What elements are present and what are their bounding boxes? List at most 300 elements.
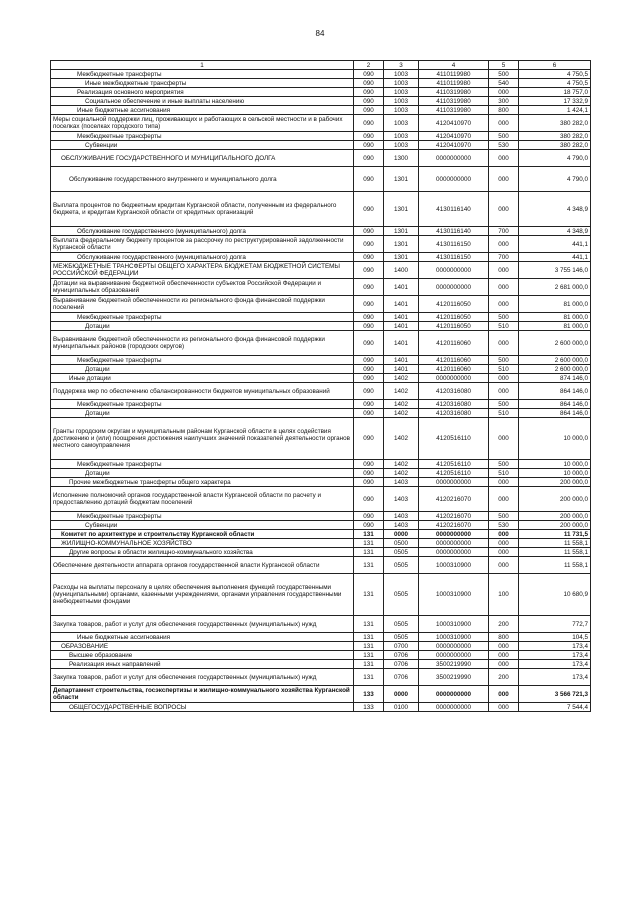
row-admin-code: 090: [354, 409, 384, 418]
table-row: [51, 167, 591, 192]
row-target-article: 0000000000: [419, 478, 489, 487]
budget-table: [50, 60, 591, 712]
row-amount: 2 600 000,0: [519, 356, 591, 365]
table-row: [51, 106, 591, 115]
row-admin-code: 090: [354, 192, 384, 227]
row-amount: 3 755 146,0: [519, 262, 591, 279]
row-admin-code: 090: [354, 150, 384, 167]
row-admin-code: 090: [354, 374, 384, 383]
table-row: [51, 262, 591, 279]
row-section-code: 0000: [384, 686, 419, 703]
row-target-article: 4120316080: [419, 409, 489, 418]
row-amount: 200 000,0: [519, 478, 591, 487]
table-row: [51, 557, 591, 574]
row-amount: 200 000,0: [519, 512, 591, 521]
table-row: [51, 539, 591, 548]
table-row: [51, 548, 591, 557]
table-row: [51, 141, 591, 150]
row-section-code: 0505: [384, 633, 419, 642]
row-expense-type: 300: [489, 97, 519, 106]
row-expense-type: 510: [489, 322, 519, 331]
row-amount: 4 348,9: [519, 227, 591, 236]
row-name: Межбюджетные трансферты: [51, 313, 354, 322]
row-target-article: 4130116150: [419, 253, 489, 262]
row-target-article: 0000000000: [419, 686, 489, 703]
row-name: Выплата федеральному бюджету процентов за рассрочку по реструктурированной задолженности Курганской области: [51, 236, 354, 253]
row-name: Закупка товаров, работ и услуг для обеспечения государственных (муниципальных) нужд: [51, 616, 354, 633]
row-expense-type: 800: [489, 633, 519, 642]
row-section-code: 1003: [384, 132, 419, 141]
table-row: [51, 642, 591, 651]
row-name: Другие вопросы в области жилищно-коммунального хозяйства: [51, 548, 354, 557]
row-amount: 380 282,0: [519, 115, 591, 132]
row-target-article: 4110319980: [419, 88, 489, 97]
row-target-article: 0000000000: [419, 703, 489, 712]
table-row: [51, 400, 591, 409]
table-header-row: [51, 61, 591, 70]
row-expense-type: 000: [489, 383, 519, 400]
row-admin-code: 090: [354, 253, 384, 262]
row-section-code: 1402: [384, 460, 419, 469]
row-amount: 4 348,9: [519, 192, 591, 227]
row-section-code: 1402: [384, 409, 419, 418]
row-section-code: 1403: [384, 487, 419, 512]
row-section-code: 1402: [384, 418, 419, 460]
row-admin-code: 090: [354, 460, 384, 469]
row-amount: 81 000,0: [519, 313, 591, 322]
table-row: [51, 97, 591, 106]
table-row: [51, 669, 591, 686]
row-name: Реализация основного мероприятия: [51, 88, 354, 97]
row-amount: 864 146,0: [519, 400, 591, 409]
row-expense-type: 000: [489, 115, 519, 132]
row-target-article: 1000310900: [419, 557, 489, 574]
row-amount: 2 600 000,0: [519, 331, 591, 356]
row-name: Выравнивание бюджетной обеспеченности из регионального фонда финансовой поддержки муниципальных районов (городских округов): [51, 331, 354, 356]
row-amount: 3 566 721,3: [519, 686, 591, 703]
row-expense-type: 000: [489, 418, 519, 460]
row-admin-code: 090: [354, 356, 384, 365]
table-row: [51, 418, 591, 460]
row-admin-code: 090: [354, 97, 384, 106]
row-section-code: 1403: [384, 478, 419, 487]
row-admin-code: 090: [354, 88, 384, 97]
row-expense-type: 000: [489, 192, 519, 227]
table-row: [51, 313, 591, 322]
row-section-code: 1401: [384, 322, 419, 331]
row-name: Дотации: [51, 365, 354, 374]
row-name: Иные бюджетные ассигнования: [51, 633, 354, 642]
row-expense-type: 500: [489, 400, 519, 409]
row-admin-code: 090: [354, 70, 384, 79]
row-admin-code: 090: [354, 487, 384, 512]
row-admin-code: 090: [354, 331, 384, 356]
row-expense-type: 000: [489, 150, 519, 167]
row-admin-code: 090: [354, 79, 384, 88]
row-name: Дотации: [51, 409, 354, 418]
row-target-article: 1000310900: [419, 616, 489, 633]
row-name: Закупка товаров, работ и услуг для обеспечения государственных (муниципальных) нужд: [51, 669, 354, 686]
row-target-article: 4110319980: [419, 97, 489, 106]
row-admin-code: 090: [354, 227, 384, 236]
row-name: Исполнение полномочий органов государственной власти Курганской области по расчету и предоставлению дотаций бюджетам поселений: [51, 487, 354, 512]
row-admin-code: 133: [354, 703, 384, 712]
row-amount: 1 424,1: [519, 106, 591, 115]
row-section-code: 1003: [384, 88, 419, 97]
row-name: Дотации: [51, 469, 354, 478]
row-expense-type: 530: [489, 141, 519, 150]
row-section-code: 1400: [384, 262, 419, 279]
row-name: Меры социальной поддержки лиц, проживающих и работающих в сельской местности и в рабочих поселках (поселках городского типа): [51, 115, 354, 132]
row-admin-code: 131: [354, 557, 384, 574]
row-expense-type: 000: [489, 279, 519, 296]
row-amount: 200 000,0: [519, 487, 591, 512]
column-number-5: 5: [489, 61, 519, 70]
row-admin-code: 090: [354, 132, 384, 141]
row-section-code: 0100: [384, 703, 419, 712]
row-amount: 81 000,0: [519, 296, 591, 313]
table-row: [51, 487, 591, 512]
row-expense-type: 500: [489, 132, 519, 141]
row-target-article: 3500219990: [419, 660, 489, 669]
row-admin-code: 090: [354, 469, 384, 478]
row-expense-type: 530: [489, 521, 519, 530]
row-admin-code: 090: [354, 141, 384, 150]
row-admin-code: 090: [354, 512, 384, 521]
row-target-article: 4120116060: [419, 356, 489, 365]
row-expense-type: 700: [489, 227, 519, 236]
row-expense-type: 200: [489, 616, 519, 633]
row-expense-type: 000: [489, 478, 519, 487]
table-row: [51, 383, 591, 400]
column-number-1: 1: [51, 61, 354, 70]
row-section-code: 0500: [384, 539, 419, 548]
row-name: Департамент строительства, госэкспертизы и жилищно-коммунального хозяйства Курганской области: [51, 686, 354, 703]
row-admin-code: 131: [354, 616, 384, 633]
row-amount: 11 558,1: [519, 557, 591, 574]
row-section-code: 1402: [384, 400, 419, 409]
table-row: [51, 686, 591, 703]
table-row: [51, 521, 591, 530]
row-name: Высшее образование: [51, 651, 354, 660]
row-expense-type: 000: [489, 557, 519, 574]
row-section-code: 1301: [384, 227, 419, 236]
table-row: [51, 512, 591, 521]
column-number-3: 3: [384, 61, 419, 70]
row-target-article: 0000000000: [419, 539, 489, 548]
row-target-article: 4120116060: [419, 365, 489, 374]
row-target-article: 4120116050: [419, 322, 489, 331]
row-target-article: 4120116060: [419, 331, 489, 356]
row-amount: 10 000,0: [519, 469, 591, 478]
row-amount: 81 000,0: [519, 322, 591, 331]
row-target-article: 3500219990: [419, 669, 489, 686]
row-target-article: 4130116140: [419, 192, 489, 227]
row-section-code: 1003: [384, 70, 419, 79]
row-target-article: 4120410970: [419, 132, 489, 141]
row-admin-code: 131: [354, 660, 384, 669]
row-name: Выплата процентов по бюджетным кредитам Курганской области, полученным из федерального бюджета, и кредитам Курганской области от кредитных организаций: [51, 192, 354, 227]
row-name: Межбюджетные трансферты: [51, 70, 354, 79]
row-section-code: 1401: [384, 313, 419, 322]
row-expense-type: 510: [489, 365, 519, 374]
row-target-article: 4120316080: [419, 400, 489, 409]
row-target-article: 1000310900: [419, 633, 489, 642]
row-expense-type: 500: [489, 313, 519, 322]
row-target-article: 4130116140: [419, 227, 489, 236]
row-section-code: 1301: [384, 253, 419, 262]
row-section-code: 0505: [384, 616, 419, 633]
row-expense-type: 000: [489, 374, 519, 383]
row-section-code: 1401: [384, 365, 419, 374]
row-amount: 380 282,0: [519, 141, 591, 150]
row-section-code: 0000: [384, 530, 419, 539]
row-amount: 441,1: [519, 253, 591, 262]
row-amount: 200 000,0: [519, 521, 591, 530]
row-amount: 441,1: [519, 236, 591, 253]
row-admin-code: 090: [354, 383, 384, 400]
row-target-article: 4130116150: [419, 236, 489, 253]
row-target-article: 4110119980: [419, 70, 489, 79]
table-row: [51, 115, 591, 132]
row-name: ОБСЛУЖИВАНИЕ ГОСУДАРСТВЕННОГО И МУНИЦИПАЛЬНОГО ДОЛГА: [51, 150, 354, 167]
row-admin-code: 131: [354, 633, 384, 642]
row-admin-code: 090: [354, 478, 384, 487]
row-expense-type: 000: [489, 703, 519, 712]
row-target-article: 0000000000: [419, 548, 489, 557]
row-section-code: 0706: [384, 651, 419, 660]
row-amount: 874 146,0: [519, 374, 591, 383]
row-expense-type: 000: [489, 296, 519, 313]
table-row: [51, 409, 591, 418]
row-target-article: 4120316080: [419, 383, 489, 400]
row-amount: 2 600 000,0: [519, 365, 591, 374]
row-section-code: 1402: [384, 374, 419, 383]
row-section-code: 1401: [384, 279, 419, 296]
row-expense-type: 100: [489, 574, 519, 616]
row-target-article: 4120216070: [419, 487, 489, 512]
row-name: Межбюджетные трансферты: [51, 460, 354, 469]
row-target-article: 0000000000: [419, 374, 489, 383]
table-row: [51, 296, 591, 313]
row-admin-code: 090: [354, 262, 384, 279]
table-row: [51, 79, 591, 88]
row-name: Комитет по архитектуре и строительству Курганской области: [51, 530, 354, 539]
row-name: Межбюджетные трансферты: [51, 356, 354, 365]
row-section-code: 1402: [384, 469, 419, 478]
row-target-article: 4120216070: [419, 521, 489, 530]
table-row: [51, 703, 591, 712]
row-section-code: 1003: [384, 106, 419, 115]
table-row: [51, 227, 591, 236]
table-row: [51, 374, 591, 383]
row-section-code: 0706: [384, 669, 419, 686]
row-expense-type: 000: [489, 236, 519, 253]
row-admin-code: 090: [354, 418, 384, 460]
table-row: [51, 660, 591, 669]
row-name: Выравнивание бюджетной обеспеченности из регионального фонда финансовой поддержки поселений: [51, 296, 354, 313]
column-number-6: 6: [519, 61, 591, 70]
row-expense-type: 800: [489, 106, 519, 115]
row-target-article: 4120516110: [419, 469, 489, 478]
row-expense-type: 540: [489, 79, 519, 88]
row-expense-type: 500: [489, 356, 519, 365]
table-row: [51, 651, 591, 660]
row-target-article: 0000000000: [419, 642, 489, 651]
row-amount: 864 146,0: [519, 383, 591, 400]
table-row: [51, 132, 591, 141]
row-name: ОБЩЕГОСУДАРСТВЕННЫЕ ВОПРОСЫ: [51, 703, 354, 712]
row-expense-type: 510: [489, 469, 519, 478]
row-name: Дотации: [51, 322, 354, 331]
row-section-code: 1003: [384, 141, 419, 150]
table-row: [51, 150, 591, 167]
row-amount: 11 731,5: [519, 530, 591, 539]
row-target-article: 4110119980: [419, 79, 489, 88]
row-target-article: 0000000000: [419, 279, 489, 296]
row-name: Обслуживание государственного (муниципального) долга: [51, 253, 354, 262]
page-number: 84: [315, 29, 325, 38]
row-name: Межбюджетные трансферты: [51, 400, 354, 409]
row-section-code: 0700: [384, 642, 419, 651]
row-expense-type: 500: [489, 460, 519, 469]
row-name: ОБРАЗОВАНИЕ: [51, 642, 354, 651]
table-row: [51, 331, 591, 356]
row-admin-code: 131: [354, 548, 384, 557]
row-target-article: 4120516110: [419, 418, 489, 460]
row-target-article: 4120116050: [419, 313, 489, 322]
row-target-article: 0000000000: [419, 530, 489, 539]
row-name: МЕЖБЮДЖЕТНЫЕ ТРАНСФЕРТЫ ОБЩЕГО ХАРАКТЕРА БЮДЖЕТАМ БЮДЖЕТНОЙ СИСТЕМЫ РОССИЙСКОЙ ФЕДЕРАЦИИ: [51, 262, 354, 279]
row-expense-type: 000: [489, 262, 519, 279]
table-row: [51, 460, 591, 469]
row-expense-type: 510: [489, 409, 519, 418]
row-section-code: 0505: [384, 557, 419, 574]
column-number-2: 2: [354, 61, 384, 70]
row-name: Субвенции: [51, 521, 354, 530]
row-amount: 4 790,0: [519, 150, 591, 167]
row-name: Социальное обеспечение и иные выплаты населению: [51, 97, 354, 106]
row-admin-code: 090: [354, 115, 384, 132]
column-number-4: 4: [419, 61, 489, 70]
row-name: Обеспечение деятельности аппарата органов государственной власти Курганской области: [51, 557, 354, 574]
row-target-article: 0000000000: [419, 262, 489, 279]
row-amount: 104,5: [519, 633, 591, 642]
row-name: ЖИЛИЩНО-КОММУНАЛЬНОЕ ХОЗЯЙСТВО: [51, 539, 354, 548]
row-amount: 11 558,1: [519, 548, 591, 557]
row-admin-code: 090: [354, 236, 384, 253]
row-section-code: 1403: [384, 521, 419, 530]
row-amount: 4 750,5: [519, 79, 591, 88]
row-amount: 10 680,9: [519, 574, 591, 616]
row-expense-type: 000: [489, 642, 519, 651]
table-row: [51, 279, 591, 296]
table-row: [51, 70, 591, 79]
row-target-article: 0000000000: [419, 167, 489, 192]
row-expense-type: 000: [489, 487, 519, 512]
row-section-code: 1301: [384, 192, 419, 227]
row-expense-type: 000: [489, 530, 519, 539]
row-name: Дотации на выравнивание бюджетной обеспеченности субъектов Российской Федерации и муниципальных образований: [51, 279, 354, 296]
row-expense-type: 000: [489, 660, 519, 669]
row-admin-code: 131: [354, 574, 384, 616]
row-admin-code: 090: [354, 279, 384, 296]
row-expense-type: 500: [489, 512, 519, 521]
row-name: Прочие межбюджетные трансферты общего характера: [51, 478, 354, 487]
row-admin-code: 090: [354, 106, 384, 115]
row-expense-type: 000: [489, 167, 519, 192]
row-name: Расходы на выплаты персоналу в целях обеспечения выполнения функций государственными (муниципальными) органами, казенными учреждениями, органами управления государственными внебюджетными фондами: [51, 574, 354, 616]
row-amount: 864 146,0: [519, 409, 591, 418]
row-target-article: 4110319980: [419, 106, 489, 115]
row-amount: 2 681 000,0: [519, 279, 591, 296]
row-section-code: 1401: [384, 296, 419, 313]
row-amount: 18 757,0: [519, 88, 591, 97]
row-expense-type: 000: [489, 331, 519, 356]
table-row: [51, 478, 591, 487]
table-row: [51, 322, 591, 331]
row-expense-type: 000: [489, 539, 519, 548]
row-admin-code: 090: [354, 167, 384, 192]
row-section-code: 1402: [384, 383, 419, 400]
table-row: [51, 633, 591, 642]
row-amount: 173,4: [519, 651, 591, 660]
row-amount: 173,4: [519, 669, 591, 686]
row-section-code: 1300: [384, 150, 419, 167]
row-admin-code: 090: [354, 322, 384, 331]
table-row: [51, 192, 591, 227]
row-expense-type: 500: [489, 70, 519, 79]
row-amount: 4 790,0: [519, 167, 591, 192]
row-section-code: 1301: [384, 236, 419, 253]
table-row: [51, 616, 591, 633]
row-expense-type: 000: [489, 548, 519, 557]
table-row: [51, 574, 591, 616]
row-expense-type: 000: [489, 686, 519, 703]
table-row: [51, 469, 591, 478]
row-name: Реализация иных направлений: [51, 660, 354, 669]
table-row: [51, 356, 591, 365]
row-section-code: 0505: [384, 548, 419, 557]
row-target-article: 1000310900: [419, 574, 489, 616]
row-target-article: 0000000000: [419, 651, 489, 660]
row-amount: 173,4: [519, 642, 591, 651]
row-amount: 11 558,1: [519, 539, 591, 548]
table-row: [51, 236, 591, 253]
row-target-article: 4120410970: [419, 115, 489, 132]
row-amount: 772,7: [519, 616, 591, 633]
row-amount: 380 282,0: [519, 132, 591, 141]
row-section-code: 1003: [384, 115, 419, 132]
row-admin-code: 090: [354, 296, 384, 313]
row-name: Поддержка мер по обеспечению сбалансированности бюджетов муниципальных образований: [51, 383, 354, 400]
row-section-code: 0706: [384, 660, 419, 669]
row-name: Субвенции: [51, 141, 354, 150]
row-section-code: 0505: [384, 574, 419, 616]
row-target-article: 0000000000: [419, 150, 489, 167]
row-target-article: 4120216070: [419, 512, 489, 521]
table-row: [51, 88, 591, 97]
row-section-code: 1003: [384, 97, 419, 106]
row-admin-code: 090: [354, 400, 384, 409]
row-amount: 7 544,4: [519, 703, 591, 712]
row-amount: 4 750,5: [519, 70, 591, 79]
row-amount: 10 000,0: [519, 460, 591, 469]
table-row: [51, 530, 591, 539]
row-amount: 10 000,0: [519, 418, 591, 460]
row-admin-code: 131: [354, 530, 384, 539]
row-admin-code: 090: [354, 313, 384, 322]
